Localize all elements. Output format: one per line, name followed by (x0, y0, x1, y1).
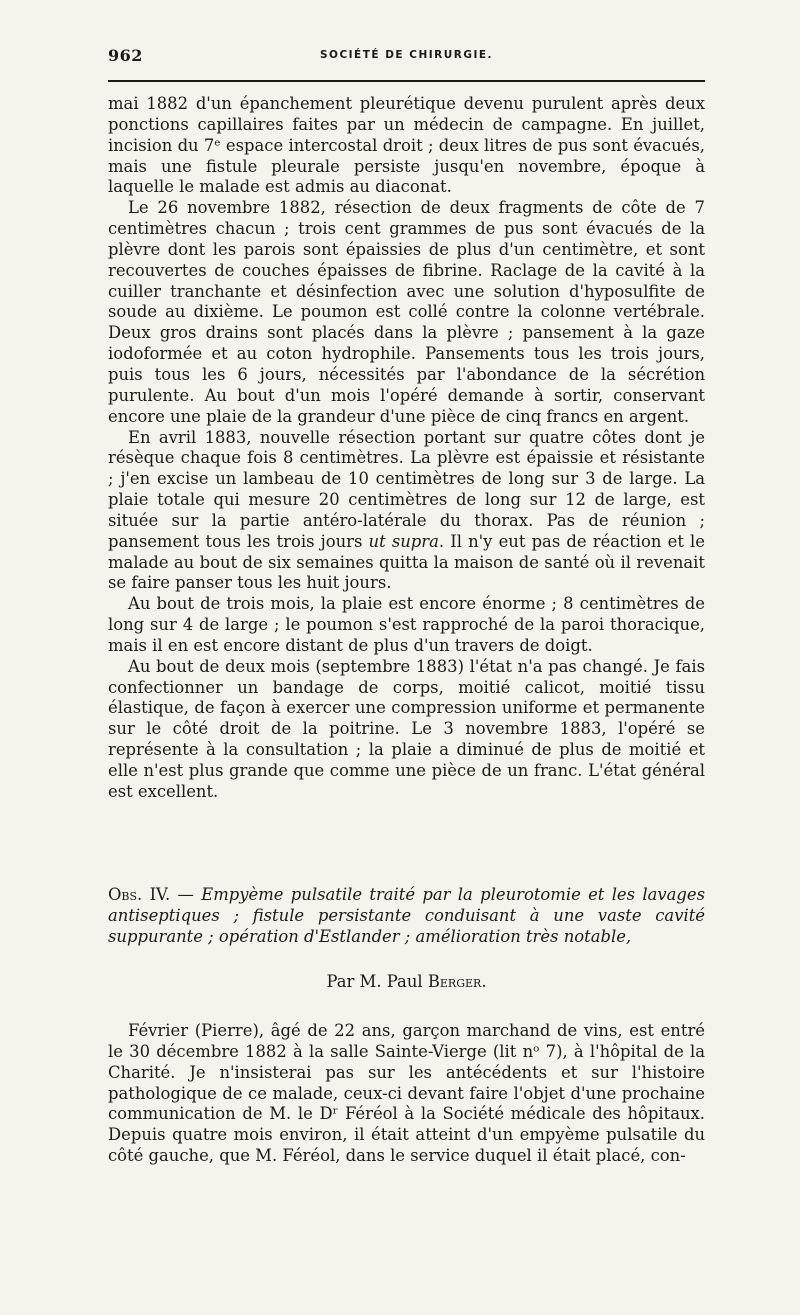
paragraph-3-italic: ut supra (368, 531, 439, 551)
case-three-continuation (108, 94, 705, 803)
paragraph-2: Le 26 novembre 1882, résection de deux fragments de côte de 7 centimètres chacun ; trois cent grammes de pus sont évacués de la plèvre dont les parois sont épaissies de plus d'un centimètre, et sont recouvertes de couches épaisses de fibrine. Raclage de la cavité à la cuiller tranchante et désinfection avec une solution d'hyposulfite de soude au dixième. Le poumon est collé contre la colonne vertébrale. Deux gros drains sont placés dans la plèvre ; pansement à la gaze iodoformée et au coton hydrophile. Pansements tous les trois jours, puis tous les 6 jours, nécessités par l'abondance de la sécrétion purulente. Au bout d'un mois l'opéré demande à sortir, conservant encore une plaie de la grandeur d'une pièce de cinq francs en argent. (108, 198, 705, 426)
byline-surname: Berger. (427, 972, 487, 991)
byline-prefix: Par M. Paul (326, 972, 423, 991)
page-number: 962 (108, 46, 143, 65)
paragraph-3 (108, 428, 705, 595)
observation-byline (108, 971, 705, 992)
observation-title: Empyème pulsatile traité par la pleurotomie et les lavages antiseptiques ; fistule persistante conduisant à une vaste cavité suppurante ; opération d'Estlander ; amélioration très notable, (108, 885, 706, 946)
case-four-text (108, 1021, 705, 1167)
observation-heading (108, 884, 705, 947)
page-header (108, 46, 705, 68)
paragraph-5: Au bout de deux mois (septembre 1883) l'état n'a pas changé. Je fais confectionner un bandage de corps, moitié calicot, moitié tissu élastique, de façon à exercer une compression uniforme et permanente sur le côté droit de la poitrine. Le 3 novembre 1883, l'opéré se représente à la consultation ; la plaie a diminué de plus de moitié et elle n'est plus grande que comme une pièce de un franc. L'état général est excellent. (108, 656, 705, 801)
running-title: SOCIÉTÉ DE CHIRURGIE. (319, 49, 494, 61)
case-four-paragraph: Février (Pierre), âgé de 22 ans, garçon marchand de vins, est entré le 30 décembre 1882 à la salle Sainte-Vierge (lit nᵒ 7), à l'hôpital de la Charité. Je n'insisterai pas sur les antécédents et sur l'histoire pathologique de ce malade, ceux-ci devant faire l'objet d'une prochaine communication de M. le Dʳ Féréol à la Société médicale des hôpitaux. Depuis quatre mois environ, il était atteint d'un empyème pulsatile du côté gauche, que M. Féréol, dans le service duquel il était placé, con- (108, 1021, 705, 1166)
paragraph-3-text: En avril 1883, nouvelle résection portant sur quatre côtes dont je résèque chaque fois 8 centimètres. La plèvre est épaissie et résistante ; j'en excise un lambeau de 10 centimètres de long sur 3 de large. La plaie totale qui mesure 20 centimètres de long sur 12 de large, est située sur la partie antéro-latérale du thorax. Pas de réunion ; pansement tous les trois jours (108, 427, 705, 551)
paragraph-3-end: . Il n'y eut pas de réaction et le malade au bout de six semaines quitta la maison de santé où il revenait se faire panser tous les huit jours. (108, 531, 705, 593)
header-rule (108, 80, 705, 82)
paragraph-1: mai 1882 d'un épanchement pleurétique devenu purulent après deux ponctions capillaires faites par un médecin de campagne. En juillet, incision du 7ᵉ espace intercostal droit ; deux litres de pus sont évacués, mais une fistule pleurale persiste jusqu'en novembre, époque à laquelle le malade est admis au diaconat. (108, 94, 705, 197)
observation-label: Obs. IV. — (108, 885, 194, 904)
paragraph-4: Au bout de trois mois, la plaie est encore énorme ; 8 centimètres de long sur 4 de large ; le poumon s'est rapproché de la paroi thoracique, mais il en est encore distant de plus d'un travers de doigt. (108, 594, 705, 655)
